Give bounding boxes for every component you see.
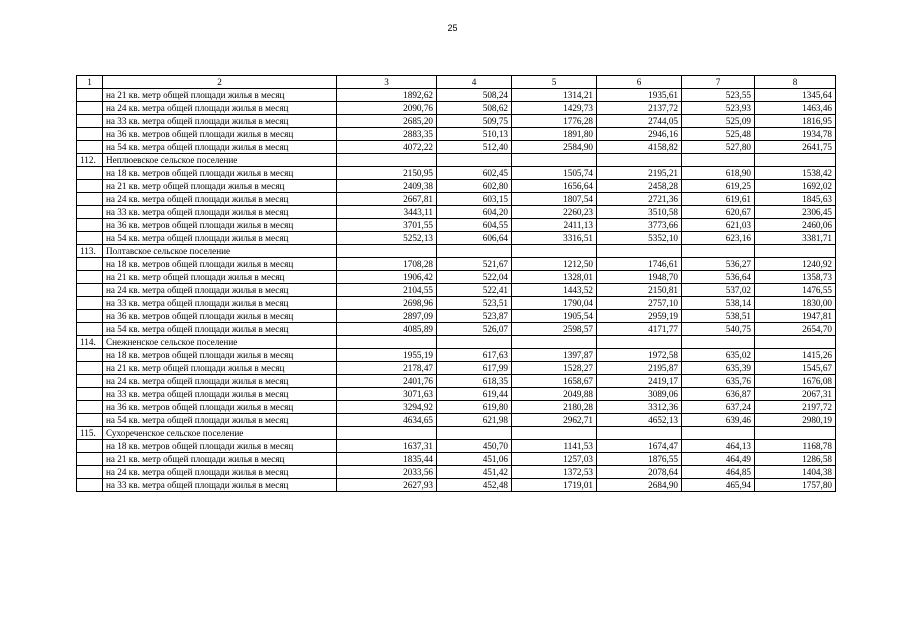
value-cell: 2458,28	[597, 180, 682, 193]
value-cell: 4158,82	[597, 141, 682, 154]
value-cell: 525,48	[682, 128, 755, 141]
empty-cell	[337, 245, 437, 258]
value-cell: 2627,93	[337, 479, 437, 492]
value-cell: 1935,61	[597, 89, 682, 102]
value-cell: 617,63	[437, 349, 512, 362]
table-row	[77, 284, 836, 297]
table-row	[77, 115, 836, 128]
table-row	[77, 193, 836, 206]
value-cell: 1314,21	[512, 89, 597, 102]
empty-cell	[755, 154, 836, 167]
value-cell: 2641,75	[755, 141, 836, 154]
table-row	[77, 141, 836, 154]
value-cell: 2260,23	[512, 206, 597, 219]
empty-cell	[512, 427, 597, 440]
value-cell: 521,67	[437, 258, 512, 271]
section-row	[77, 427, 836, 440]
header-cell: 6	[597, 76, 682, 89]
value-cell: 618,35	[437, 375, 512, 388]
empty-cell	[755, 245, 836, 258]
table-row	[77, 258, 836, 271]
empty-cell	[77, 375, 103, 388]
empty-cell	[682, 154, 755, 167]
empty-cell	[77, 297, 103, 310]
value-cell: 2150,81	[597, 284, 682, 297]
row-label: на 33 кв. метра общей площади жилья в месяц	[103, 479, 337, 492]
value-cell: 1692,02	[755, 180, 836, 193]
section-title: Полтавское сельское поселение	[103, 245, 337, 258]
value-cell: 3510,58	[597, 206, 682, 219]
table-row	[77, 375, 836, 388]
value-cell: 1830,00	[755, 297, 836, 310]
value-cell: 1816,95	[755, 115, 836, 128]
section-row	[77, 154, 836, 167]
value-cell: 635,76	[682, 375, 755, 388]
empty-cell	[77, 401, 103, 414]
value-cell: 1404,38	[755, 466, 836, 479]
row-label: на 21 кв. метр общей площади жилья в месяц	[103, 453, 337, 466]
row-label: на 24 кв. метра общей площади жилья в месяц	[103, 466, 337, 479]
row-label: на 18 кв. метров общей площади жилья в месяц	[103, 258, 337, 271]
empty-cell	[77, 453, 103, 466]
value-cell: 464,13	[682, 440, 755, 453]
value-cell: 2078,64	[597, 466, 682, 479]
table-row	[77, 349, 836, 362]
empty-cell	[77, 271, 103, 284]
row-label: на 24 кв. метра общей площади жилья в месяц	[103, 375, 337, 388]
value-cell: 3443,11	[337, 206, 437, 219]
row-label: на 24 кв. метра общей площади жилья в месяц	[103, 102, 337, 115]
section-title: Сухореченское сельское поселение	[103, 427, 337, 440]
value-cell: 2962,71	[512, 414, 597, 427]
value-cell: 2195,87	[597, 362, 682, 375]
value-cell: 1358,73	[755, 271, 836, 284]
empty-cell	[597, 336, 682, 349]
value-cell: 1476,55	[755, 284, 836, 297]
table-row	[77, 206, 836, 219]
value-cell: 619,61	[682, 193, 755, 206]
table-row	[77, 180, 836, 193]
value-cell: 510,13	[437, 128, 512, 141]
row-label: на 33 кв. метра общей площади жилья в месяц	[103, 388, 337, 401]
row-label: на 18 кв. метров общей площади жилья в месяц	[103, 349, 337, 362]
row-label: на 18 кв. метров общей площади жилья в месяц	[103, 167, 337, 180]
value-cell: 464,49	[682, 453, 755, 466]
value-cell: 2744,05	[597, 115, 682, 128]
empty-cell	[682, 427, 755, 440]
empty-cell	[77, 89, 103, 102]
value-cell: 2067,31	[755, 388, 836, 401]
value-cell: 635,02	[682, 349, 755, 362]
empty-cell	[77, 115, 103, 128]
value-cell: 2721,36	[597, 193, 682, 206]
empty-cell	[77, 258, 103, 271]
header-cell: 7	[682, 76, 755, 89]
empty-cell	[77, 219, 103, 232]
section-number: 112.	[77, 154, 103, 167]
value-cell: 2684,90	[597, 479, 682, 492]
value-cell: 2137,72	[597, 102, 682, 115]
table-row	[77, 89, 836, 102]
value-cell: 1891,80	[512, 128, 597, 141]
value-cell: 523,93	[682, 102, 755, 115]
value-cell: 3773,66	[597, 219, 682, 232]
row-label: на 33 кв. метра общей площади жилья в месяц	[103, 206, 337, 219]
section-number: 113.	[77, 245, 103, 258]
value-cell: 619,44	[437, 388, 512, 401]
value-cell: 4085,89	[337, 323, 437, 336]
value-cell: 1545,67	[755, 362, 836, 375]
value-cell: 1538,42	[755, 167, 836, 180]
value-cell: 603,15	[437, 193, 512, 206]
row-label: на 33 кв. метра общей площади жилья в месяц	[103, 115, 337, 128]
header-cell: 4	[437, 76, 512, 89]
table-row	[77, 401, 836, 414]
row-label: на 54 кв. метра общей площади жилья в месяц	[103, 323, 337, 336]
value-cell: 604,55	[437, 219, 512, 232]
value-cell: 1658,67	[512, 375, 597, 388]
table-row	[77, 453, 836, 466]
value-cell: 450,70	[437, 440, 512, 453]
value-cell: 2667,81	[337, 193, 437, 206]
value-cell: 4634,65	[337, 414, 437, 427]
empty-cell	[337, 154, 437, 167]
value-cell: 2980,19	[755, 414, 836, 427]
table-row	[77, 388, 836, 401]
value-cell: 1892,62	[337, 89, 437, 102]
value-cell: 509,75	[437, 115, 512, 128]
value-cell: 2584,90	[512, 141, 597, 154]
empty-cell	[512, 154, 597, 167]
row-label: на 54 кв. метра общей площади жилья в месяц	[103, 232, 337, 245]
empty-cell	[512, 336, 597, 349]
value-cell: 2698,96	[337, 297, 437, 310]
value-cell: 1212,50	[512, 258, 597, 271]
value-cell: 4171,77	[597, 323, 682, 336]
value-cell: 1674,47	[597, 440, 682, 453]
value-cell: 1906,42	[337, 271, 437, 284]
value-cell: 1746,61	[597, 258, 682, 271]
value-cell: 1429,73	[512, 102, 597, 115]
value-cell: 523,55	[682, 89, 755, 102]
value-cell: 1807,54	[512, 193, 597, 206]
value-cell: 1676,08	[755, 375, 836, 388]
value-cell: 4652,13	[597, 414, 682, 427]
value-cell: 620,67	[682, 206, 755, 219]
value-cell: 618,90	[682, 167, 755, 180]
value-cell: 451,42	[437, 466, 512, 479]
empty-cell	[755, 336, 836, 349]
empty-cell	[337, 427, 437, 440]
value-cell: 604,20	[437, 206, 512, 219]
value-cell: 3071,63	[337, 388, 437, 401]
header-cell: 5	[512, 76, 597, 89]
header-cell: 1	[77, 76, 103, 89]
value-cell: 2654,70	[755, 323, 836, 336]
value-cell: 2411,13	[512, 219, 597, 232]
value-cell: 451,06	[437, 453, 512, 466]
row-label: на 24 кв. метра общей площади жилья в месяц	[103, 284, 337, 297]
table-row	[77, 128, 836, 141]
value-cell: 1708,28	[337, 258, 437, 271]
value-cell: 525,09	[682, 115, 755, 128]
section-row	[77, 336, 836, 349]
value-cell: 639,46	[682, 414, 755, 427]
empty-cell	[77, 180, 103, 193]
table-row	[77, 310, 836, 323]
row-label: на 54 кв. метра общей площади жилья в месяц	[103, 414, 337, 427]
row-label: на 18 кв. метров общей площади жилья в месяц	[103, 440, 337, 453]
value-cell: 523,51	[437, 297, 512, 310]
table-body	[77, 76, 836, 492]
value-cell: 1372,53	[512, 466, 597, 479]
value-cell: 1286,58	[755, 453, 836, 466]
value-cell: 623,16	[682, 232, 755, 245]
value-cell: 1257,03	[512, 453, 597, 466]
value-cell: 1948,70	[597, 271, 682, 284]
value-cell: 3316,51	[512, 232, 597, 245]
value-cell: 1905,54	[512, 310, 597, 323]
table-row	[77, 440, 836, 453]
empty-cell	[77, 284, 103, 297]
table-row	[77, 271, 836, 284]
value-cell: 2090,76	[337, 102, 437, 115]
table-row	[77, 102, 836, 115]
value-cell: 522,04	[437, 271, 512, 284]
value-cell: 1505,74	[512, 167, 597, 180]
value-cell: 1972,58	[597, 349, 682, 362]
value-cell: 2306,45	[755, 206, 836, 219]
row-label: на 36 кв. метров общей площади жилья в месяц	[103, 401, 337, 414]
value-cell: 508,24	[437, 89, 512, 102]
value-cell: 1141,53	[512, 440, 597, 453]
value-cell: 464,85	[682, 466, 755, 479]
value-cell: 538,14	[682, 297, 755, 310]
row-label: на 24 кв. метра общей площади жилья в месяц	[103, 193, 337, 206]
empty-cell	[437, 336, 512, 349]
table-row	[77, 414, 836, 427]
empty-cell	[77, 167, 103, 180]
value-cell: 465,94	[682, 479, 755, 492]
empty-cell	[77, 323, 103, 336]
value-cell: 1955,19	[337, 349, 437, 362]
value-cell: 602,45	[437, 167, 512, 180]
value-cell: 4072,22	[337, 141, 437, 154]
value-cell: 1415,26	[755, 349, 836, 362]
value-cell: 5252,13	[337, 232, 437, 245]
empty-cell	[77, 349, 103, 362]
value-cell: 617,99	[437, 362, 512, 375]
value-cell: 621,98	[437, 414, 512, 427]
value-cell: 2419,17	[597, 375, 682, 388]
value-cell: 2197,72	[755, 401, 836, 414]
page-number: 25	[447, 23, 458, 33]
table-row	[77, 466, 836, 479]
row-label: на 21 кв. метр общей площади жилья в месяц	[103, 89, 337, 102]
value-cell: 2033,56	[337, 466, 437, 479]
value-cell: 1790,04	[512, 297, 597, 310]
value-cell: 635,39	[682, 362, 755, 375]
value-cell: 1776,28	[512, 115, 597, 128]
empty-cell	[77, 232, 103, 245]
empty-cell	[77, 102, 103, 115]
value-cell: 1934,78	[755, 128, 836, 141]
value-cell: 1328,01	[512, 271, 597, 284]
value-cell: 536,64	[682, 271, 755, 284]
table-row	[77, 479, 836, 492]
empty-cell	[682, 336, 755, 349]
value-cell: 2757,10	[597, 297, 682, 310]
empty-cell	[77, 206, 103, 219]
value-cell: 1463,46	[755, 102, 836, 115]
value-cell: 3089,06	[597, 388, 682, 401]
value-cell: 538,51	[682, 310, 755, 323]
empty-cell	[755, 427, 836, 440]
empty-cell	[437, 154, 512, 167]
value-cell: 2946,16	[597, 128, 682, 141]
value-cell: 1443,52	[512, 284, 597, 297]
header-cell: 3	[337, 76, 437, 89]
value-cell: 606,64	[437, 232, 512, 245]
empty-cell	[77, 362, 103, 375]
value-cell: 537,02	[682, 284, 755, 297]
table-row	[77, 297, 836, 310]
row-label: на 33 кв. метра общей площади жилья в месяц	[103, 297, 337, 310]
section-row	[77, 245, 836, 258]
value-cell: 508,62	[437, 102, 512, 115]
value-cell: 526,07	[437, 323, 512, 336]
value-cell: 1947,81	[755, 310, 836, 323]
value-cell: 522,41	[437, 284, 512, 297]
section-title: Неплюевское сельское поселение	[103, 154, 337, 167]
value-cell: 619,25	[682, 180, 755, 193]
empty-cell	[77, 310, 103, 323]
row-label: на 21 кв. метр общей площади жилья в месяц	[103, 180, 337, 193]
empty-cell	[597, 245, 682, 258]
section-title: Снежненское сельское поселение	[103, 336, 337, 349]
value-cell: 512,40	[437, 141, 512, 154]
value-cell: 619,80	[437, 401, 512, 414]
table-row	[77, 323, 836, 336]
value-cell: 5352,10	[597, 232, 682, 245]
value-cell: 2897,09	[337, 310, 437, 323]
empty-cell	[77, 193, 103, 206]
empty-cell	[512, 245, 597, 258]
value-cell: 3701,55	[337, 219, 437, 232]
empty-cell	[77, 479, 103, 492]
value-cell: 602,80	[437, 180, 512, 193]
section-number: 115.	[77, 427, 103, 440]
value-cell: 1845,63	[755, 193, 836, 206]
value-cell: 2049,88	[512, 388, 597, 401]
value-cell: 2150,95	[337, 167, 437, 180]
value-cell: 2401,76	[337, 375, 437, 388]
row-label: на 36 кв. метров общей площади жилья в месяц	[103, 219, 337, 232]
value-cell: 527,80	[682, 141, 755, 154]
empty-cell	[597, 427, 682, 440]
value-cell: 2460,06	[755, 219, 836, 232]
value-cell: 3381,71	[755, 232, 836, 245]
empty-cell	[437, 245, 512, 258]
empty-cell	[77, 440, 103, 453]
value-cell: 1835,44	[337, 453, 437, 466]
table-row	[77, 167, 836, 180]
value-cell: 1876,55	[597, 453, 682, 466]
value-cell: 621,03	[682, 219, 755, 232]
empty-cell	[682, 245, 755, 258]
value-cell: 2104,55	[337, 284, 437, 297]
section-number: 114.	[77, 336, 103, 349]
row-label: на 36 кв. метров общей площади жилья в месяц	[103, 310, 337, 323]
value-cell: 452,48	[437, 479, 512, 492]
header-row	[77, 76, 836, 89]
empty-cell	[437, 427, 512, 440]
row-label: на 21 кв. метр общей площади жилья в месяц	[103, 271, 337, 284]
empty-cell	[77, 414, 103, 427]
empty-cell	[77, 128, 103, 141]
table-row	[77, 232, 836, 245]
row-label: на 36 кв. метров общей площади жилья в месяц	[103, 128, 337, 141]
value-cell: 2178,47	[337, 362, 437, 375]
value-cell: 1168,78	[755, 440, 836, 453]
value-cell: 3294,92	[337, 401, 437, 414]
row-label: на 54 кв. метра общей площади жилья в месяц	[103, 141, 337, 154]
empty-cell	[77, 141, 103, 154]
value-cell: 1240,92	[755, 258, 836, 271]
value-cell: 2598,57	[512, 323, 597, 336]
value-cell: 2685,20	[337, 115, 437, 128]
value-cell: 2883,35	[337, 128, 437, 141]
tariff-table	[76, 75, 836, 492]
value-cell: 3312,36	[597, 401, 682, 414]
value-cell: 2180,28	[512, 401, 597, 414]
header-cell: 2	[103, 76, 337, 89]
value-cell: 1656,64	[512, 180, 597, 193]
value-cell: 637,24	[682, 401, 755, 414]
value-cell: 2959,19	[597, 310, 682, 323]
header-cell: 8	[755, 76, 836, 89]
table-row	[77, 219, 836, 232]
value-cell: 2195,21	[597, 167, 682, 180]
value-cell: 1719,01	[512, 479, 597, 492]
value-cell: 1528,27	[512, 362, 597, 375]
empty-cell	[597, 154, 682, 167]
value-cell: 540,75	[682, 323, 755, 336]
value-cell: 1345,64	[755, 89, 836, 102]
value-cell: 636,87	[682, 388, 755, 401]
table-row	[77, 362, 836, 375]
row-label: на 21 кв. метр общей площади жилья в месяц	[103, 362, 337, 375]
value-cell: 1637,31	[337, 440, 437, 453]
value-cell: 523,87	[437, 310, 512, 323]
value-cell: 536,27	[682, 258, 755, 271]
value-cell: 1757,80	[755, 479, 836, 492]
empty-cell	[337, 336, 437, 349]
empty-cell	[77, 466, 103, 479]
value-cell: 2409,38	[337, 180, 437, 193]
value-cell: 1397,87	[512, 349, 597, 362]
empty-cell	[77, 388, 103, 401]
